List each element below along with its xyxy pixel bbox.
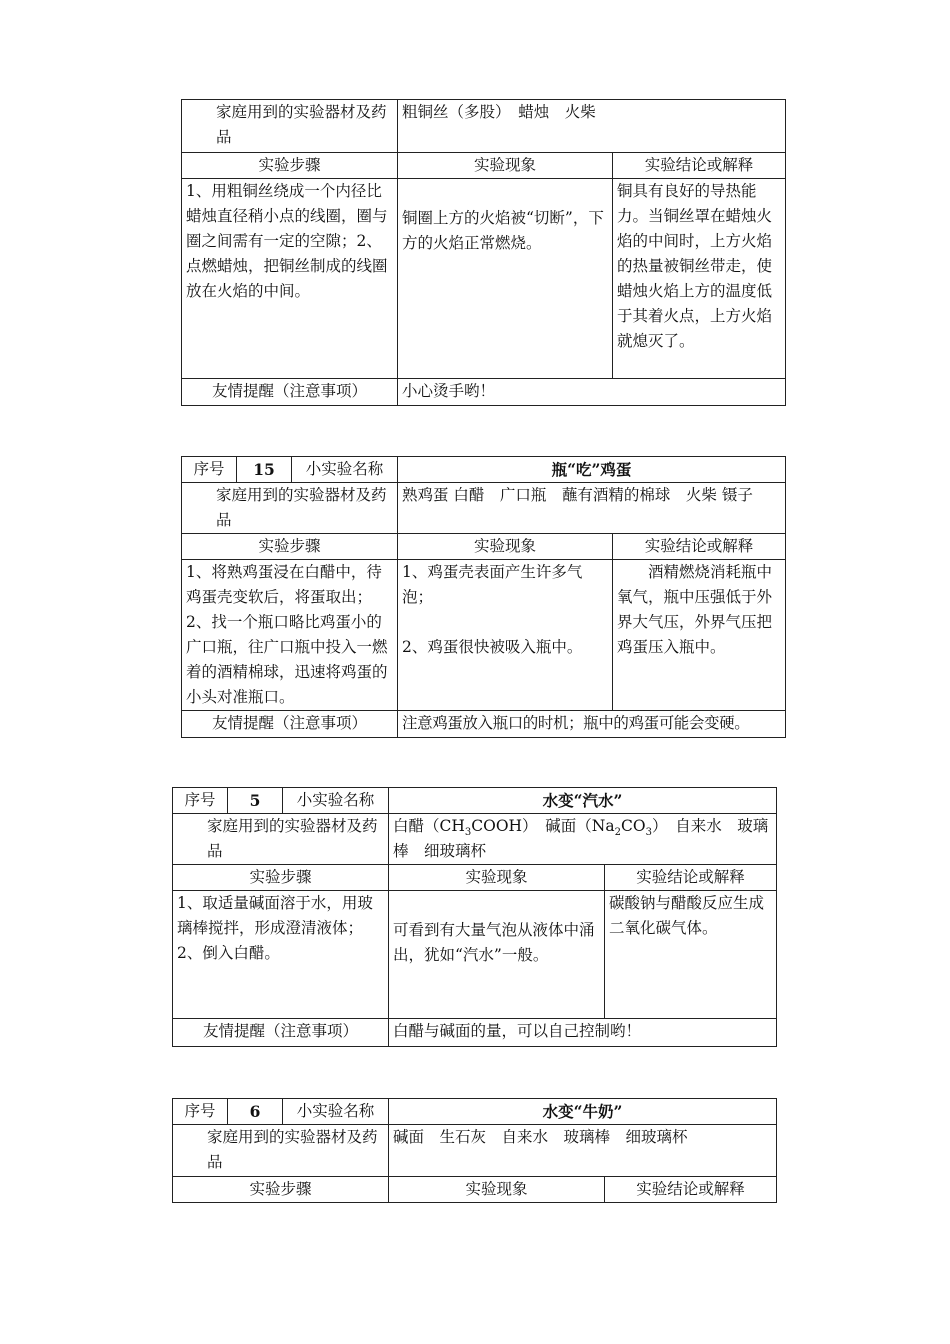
steps-text: 1、将熟鸡蛋浸在白醋中，待鸡蛋壳变软后，将蛋取出；2、找一个瓶口略比鸡蛋小的广口瓶，往广口瓶中投入一燃着的酒精棉球，迅速将鸡蛋的小头对准瓶口。 [182,560,398,711]
steps-header: 实验步骤 [173,865,389,891]
experiment-title: 水变“汽水” [389,788,777,814]
experiment-table-4 [172,1098,777,1203]
conclusion-header: 实验结论或解释 [605,1177,777,1203]
name-label: 小实验名称 [283,788,389,814]
phenomenon-header: 实验现象 [398,534,613,560]
reminder-label: 友情提醒（注意事项） [182,379,398,406]
conclusion-header: 实验结论或解释 [613,153,786,179]
materials-part: COOH） 碱面（Na [471,817,615,835]
materials-part: ） 自来水 玻璃棒 细玻璃杯 [393,817,769,860]
steps-header: 实验步骤 [182,153,398,179]
materials-part: 白醋（CH [393,817,465,835]
seq-label: 序号 [173,788,228,814]
materials-label: 家庭用到的实验器材及药品 [173,1125,389,1177]
materials-value [389,814,777,865]
materials-label: 家庭用到的实验器材及药品 [173,814,389,865]
name-label: 小实验名称 [283,1099,389,1125]
experiment-table-2 [181,456,786,738]
conclusion-header: 实验结论或解释 [613,534,786,560]
reminder-label: 友情提醒（注意事项） [182,711,398,738]
seq-number: 15 [237,457,292,483]
experiment-title: 水变“牛奶” [389,1099,777,1125]
seq-number: 5 [228,788,283,814]
materials-label: 家庭用到的实验器材及药品 [182,100,398,153]
subscript: 2 [614,827,621,839]
steps-text: 1、用粗铜丝绕成一个内径比蜡烛直径稍小点的线圈，圈与圈之间需有一定的空隙；2、点燃蜡烛，把铜丝制成的线圈放在火焰的中间。 [182,179,398,379]
phenomenon-text [398,560,613,711]
phenomenon-text: 可看到有大量气泡从液体中涌出，犹如“汽水”一般。 [389,891,605,1019]
conclusion-header: 实验结论或解释 [605,865,777,891]
materials-value: 碱面 生石灰 自来水 玻璃棒 细玻璃杯 [389,1125,777,1177]
subscript: 3 [645,827,652,839]
experiment-table-1 [181,99,786,406]
steps-text: 1、取适量碱面溶于水，用玻璃棒搅拌，形成澄清液体；2、倒入白醋。 [173,891,389,1019]
phenomenon-text: 铜圈上方的火焰被“切断”，下方的火焰正常燃烧。 [398,179,613,379]
conclusion-text: 铜具有良好的导热能力。当铜丝罩在蜡烛火焰的中间时，上方火焰的热量被铜丝带走，使蜡烛火焰上方的温度低于其着火点，上方火焰就熄灭了。 [613,179,786,379]
seq-label: 序号 [173,1099,228,1125]
experiment-table-3 [172,787,777,1047]
phenomenon-header: 实验现象 [398,153,613,179]
conclusion-text: 碳酸钠与醋酸反应生成二氧化碳气体。 [605,891,777,1019]
seq-number: 6 [228,1099,283,1125]
experiment-title: 瓶“吃”鸡蛋 [398,457,786,483]
phenomenon-header: 实验现象 [389,865,605,891]
reminder-text: 注意鸡蛋放入瓶口的时机；瓶中的鸡蛋可能会变硬。 [398,711,786,738]
conclusion-text: 酒精燃烧消耗瓶中氧气，瓶中压强低于外界大气压，外界气压把鸡蛋压入瓶中。 [613,560,786,711]
phenomenon-header: 实验现象 [389,1177,605,1203]
phenomenon-line-1: 1、鸡蛋壳表面产生许多气泡； [402,563,583,606]
materials-value: 粗铜丝（多股） 蜡烛 火柴 [398,100,786,153]
materials-label: 家庭用到的实验器材及药品 [182,483,398,534]
steps-header: 实验步骤 [182,534,398,560]
reminder-text: 白醋与碱面的量，可以自己控制哟！ [389,1019,777,1047]
reminder-text: 小心烫手哟！ [398,379,786,406]
subscript: 3 [464,827,472,839]
materials-part: CO [621,817,646,835]
name-label: 小实验名称 [292,457,398,483]
steps-header: 实验步骤 [173,1177,389,1203]
phenomenon-line-2: 2、鸡蛋很快被吸入瓶中。 [402,638,583,656]
materials-value: 熟鸡蛋 白醋 广口瓶 蘸有酒精的棉球 火柴 镊子 [398,483,786,534]
reminder-label: 友情提醒（注意事项） [173,1019,389,1047]
seq-label: 序号 [182,457,237,483]
